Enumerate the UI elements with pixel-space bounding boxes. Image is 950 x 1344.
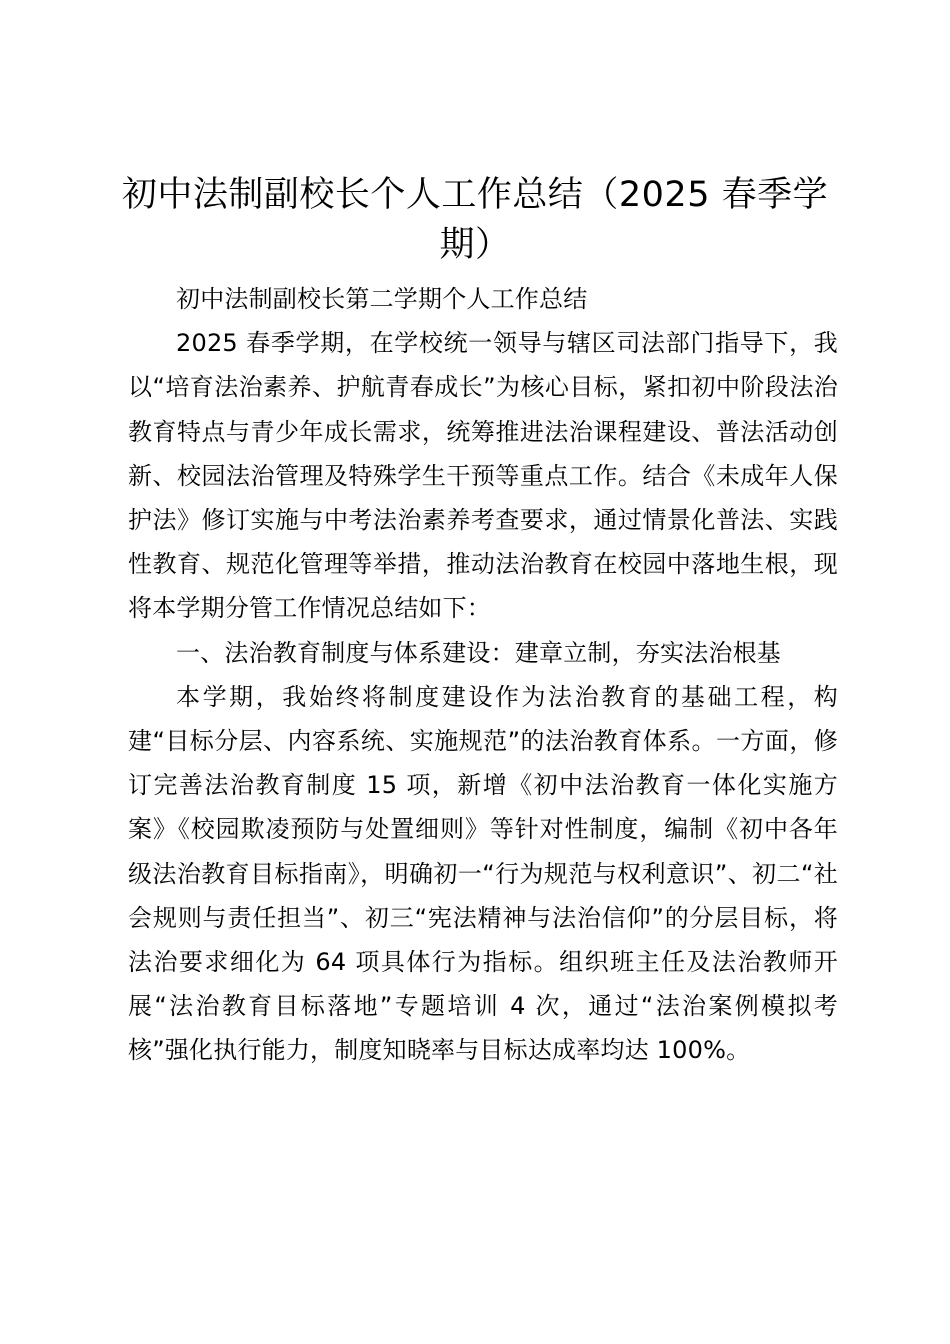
- section-paragraph: 本学期，我始终将制度建设作为法治教育的基础工程，构建“目标分层、内容系统、实施规范”的法治教育体系。一方面，修订完善法治教育制度 15 项，新增《初中法治教育一体化实施方案》《校园欺凌预防与处置细则》等针对性制度，编制《初中各年级法治教育目标指南》，明确初一“行为规范与权利意识”、初二“社会规则与责任担当”、初三“宪法精神与法治信仰”的分层目标，将法治要求细化为 64 项具体行为指标。组织班主任及法治教师开展“法治教育目标落地”专题培训 4 次，通过“法治案例模拟考核”强化执行能力，制度知晓率与目标达成率均达 100%。: [128, 682, 838, 1065]
- document-title: 初中法制副校长个人工作总结（2025 春季学期）: [121, 175, 829, 265]
- document-body: [128, 277, 838, 1073]
- section-heading: 一、法治教育制度与体系建设：建章立制，夯实法治根基: [176, 638, 781, 667]
- document-subtitle: 初中法制副校长第二学期个人工作总结: [176, 285, 588, 313]
- intro-paragraph: 2025 春季学期，在学校统一领导与辖区司法部门指导下，我以“培育法治素养、护航青春成长”为核心目标，紧扣初中阶段法治教育特点与青少年成长需求，统筹推进法治课程建设、普法活动创新、校园法治管理及特殊学生干预等重点工作。结合《未成年人保护法》修订实施与中考法治素养考查要求，通过情景化普法、实践性教育、规范化管理等举措，推动法治教育在校园中落地生根，现将本学期分管工作情况总结如下：: [128, 329, 838, 623]
